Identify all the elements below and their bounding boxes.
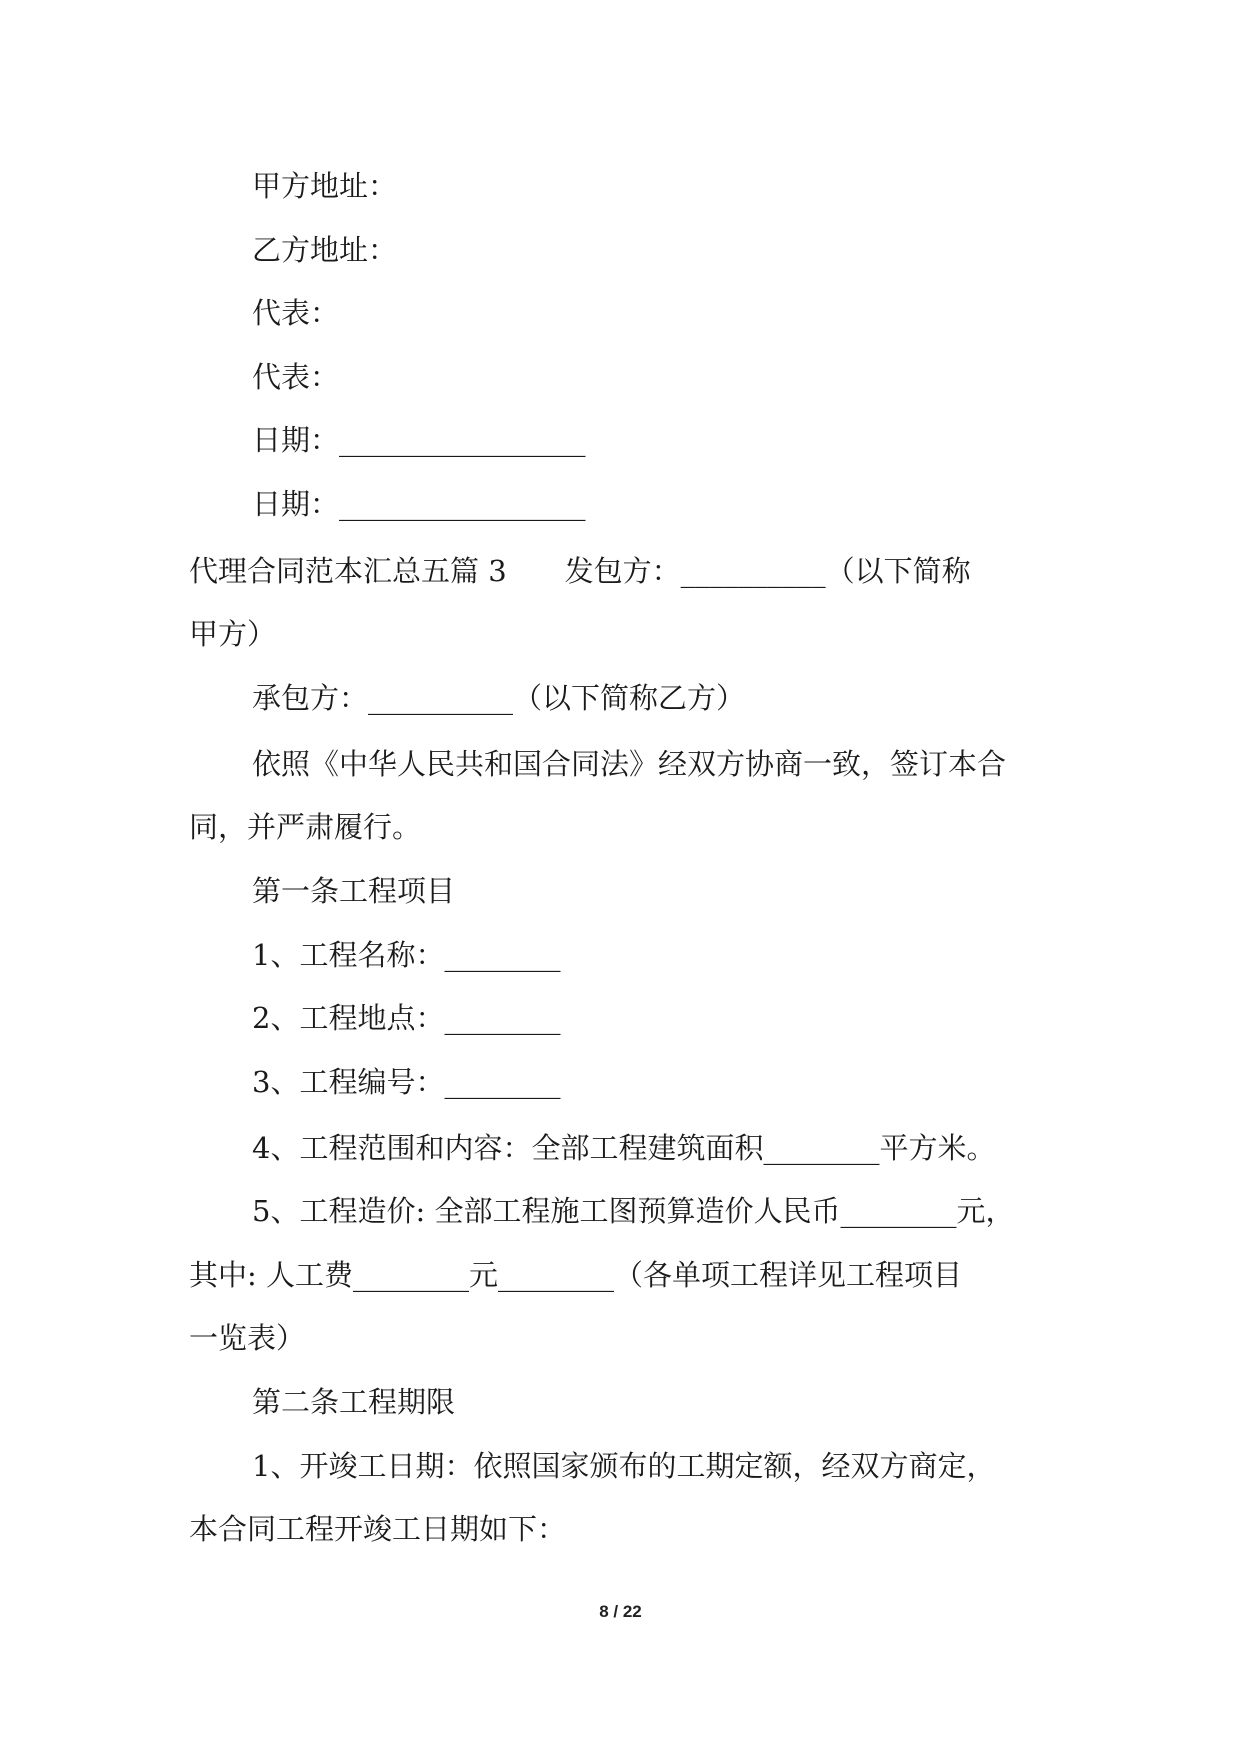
project-location: 2、工程地点：________ xyxy=(252,1001,561,1035)
article-2-heading: 第二条工程期限 xyxy=(252,1385,456,1419)
date-a: 日期：_________________ xyxy=(252,423,586,457)
date-b: 日期：_________________ xyxy=(252,487,586,521)
start-end-date: 1、开竣工日期：依照国家颁布的工期定额，经双方商定， xyxy=(252,1449,996,1483)
project-cost-note: 一览表） xyxy=(189,1321,306,1355)
party-b-address: 乙方地址： xyxy=(252,233,398,267)
section-title-employer: 代理合同范本汇总五篇 3 发包方：__________（以下简称 xyxy=(189,554,971,588)
project-name: 1、工程名称：________ xyxy=(252,938,561,972)
article-1-heading: 第一条工程项目 xyxy=(252,874,456,908)
preamble-line-2: 同，并严肃履行。 xyxy=(189,810,422,844)
preamble-line-1: 依照《中华人民共和国合同法》经双方协商一致，签订本合 xyxy=(252,747,1007,781)
contractor-line: 承包方：__________（以下简称乙方） xyxy=(252,681,746,715)
page-number: 8 / 22 xyxy=(599,1602,642,1621)
project-number: 3、工程编号：________ xyxy=(252,1065,561,1099)
representative-a: 代表： xyxy=(252,296,340,330)
representative-b: 代表： xyxy=(252,360,340,394)
project-cost: 5、工程造价: 全部工程施工图预算造价人民币________元， xyxy=(252,1194,1015,1228)
project-cost-detail: 其中: 人工费________元________（各单项工程详见工程项目 xyxy=(189,1258,962,1292)
start-end-date-cont: 本合同工程开竣工日期如下： xyxy=(189,1512,567,1546)
party-a-address: 甲方地址： xyxy=(252,169,398,203)
party-a-alias: 甲方） xyxy=(189,617,277,651)
project-scope: 4、工程范围和内容：全部工程建筑面积________平方米。 xyxy=(252,1131,996,1165)
